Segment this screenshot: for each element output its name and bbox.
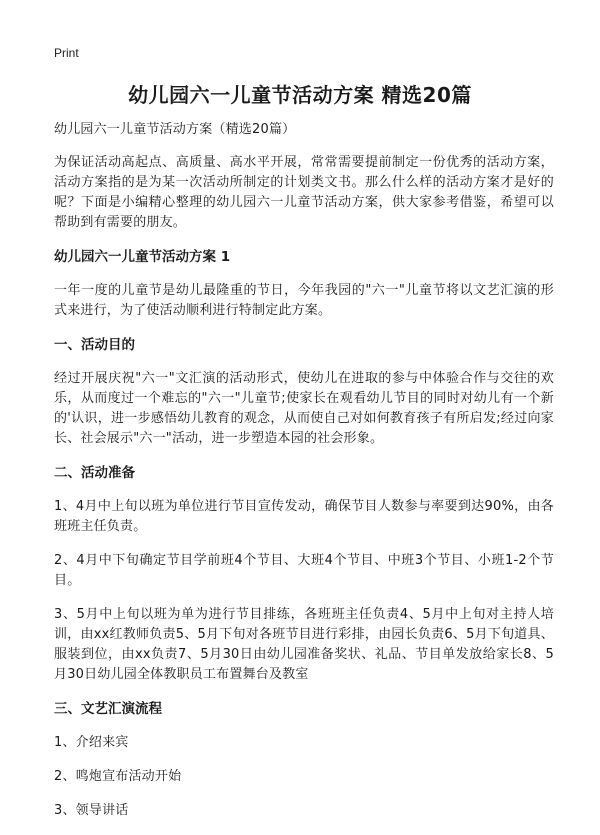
document-body (54, 120, 554, 835)
purpose-paragraph: 经过开展庆祝"六一"文汇演的活动形式，使幼儿在进取的参与中体验合作与交往的欢乐，从而度过一个难忘的"六一"儿童节;使家长在观看幼儿节目的同时对幼儿有一个新的'认识，进一步感悟幼儿教育的观念，从而使自己对如何教育孩子有所启发;经过向家长、社会展示"六一"活动，进一步塑造本园的社会形象。 (54, 371, 554, 446)
preparation-paragraph-3: 3、5月中上旬以班为单为进行节目排练，各班班主任负责4、5月中上旬对主持人培训，由xx红教师负责5、5月下旬对各班节目进行彩排，由园长负责6、5月下旬道具、服装到位，由xx负责7、5月30日由幼儿园准备奖状、礼品、节目单发放给家长8、5月30日幼儿园全体教职员工布置舞台及教室 (54, 607, 554, 682)
flow-item-3: 3、领导讲话 (54, 803, 129, 818)
preparation-paragraph-2: 2、4月中下旬确定节目学前班4个节目、大班4个节目、中班3个节目、小班1-2个节目。 (54, 553, 554, 588)
flow-item-2: 2、鸣炮宣布活动开始 (54, 769, 182, 784)
section-heading-preparation: 二、活动准备 (54, 465, 135, 481)
section-heading-program-flow: 三、文艺汇演流程 (54, 701, 162, 717)
flow-item-1: 1、介绍来宾 (54, 735, 129, 750)
document-subtitle: 幼儿园六一儿童节活动方案（精选20篇） (54, 122, 296, 137)
print-label[interactable]: Print (54, 46, 79, 60)
preparation-paragraph-1: 1、4月中上旬以班为单位进行节目宣传发动，确保节目人数参与率要到达90%，由各班班主任负责。 (54, 499, 554, 534)
plan-intro-paragraph: 一年一度的儿童节是幼儿最隆重的节日，今年我园的"六一"儿童节将以文艺汇演的形式来进行，为了使活动顺利进行特制定此方案。 (54, 283, 554, 318)
intro-paragraph: 为保证活动高起点、高质量、高水平开展，常常需要提前制定一份优秀的活动方案，活动方案指的是为某一次活动所制定的计划类文书。那么什么样的活动方案才是好的呢？下面是小编精心整理的幼儿园六一儿童节活动方案，供大家参考借鉴，希望可以帮助到有需要的朋友。 (54, 155, 554, 230)
plan-heading: 幼儿园六一儿童节活动方案 1 (54, 249, 231, 265)
document-title: 幼儿园六一儿童节活动方案 精选20篇 (128, 83, 472, 107)
section-heading-purpose: 一、活动目的 (54, 337, 135, 353)
